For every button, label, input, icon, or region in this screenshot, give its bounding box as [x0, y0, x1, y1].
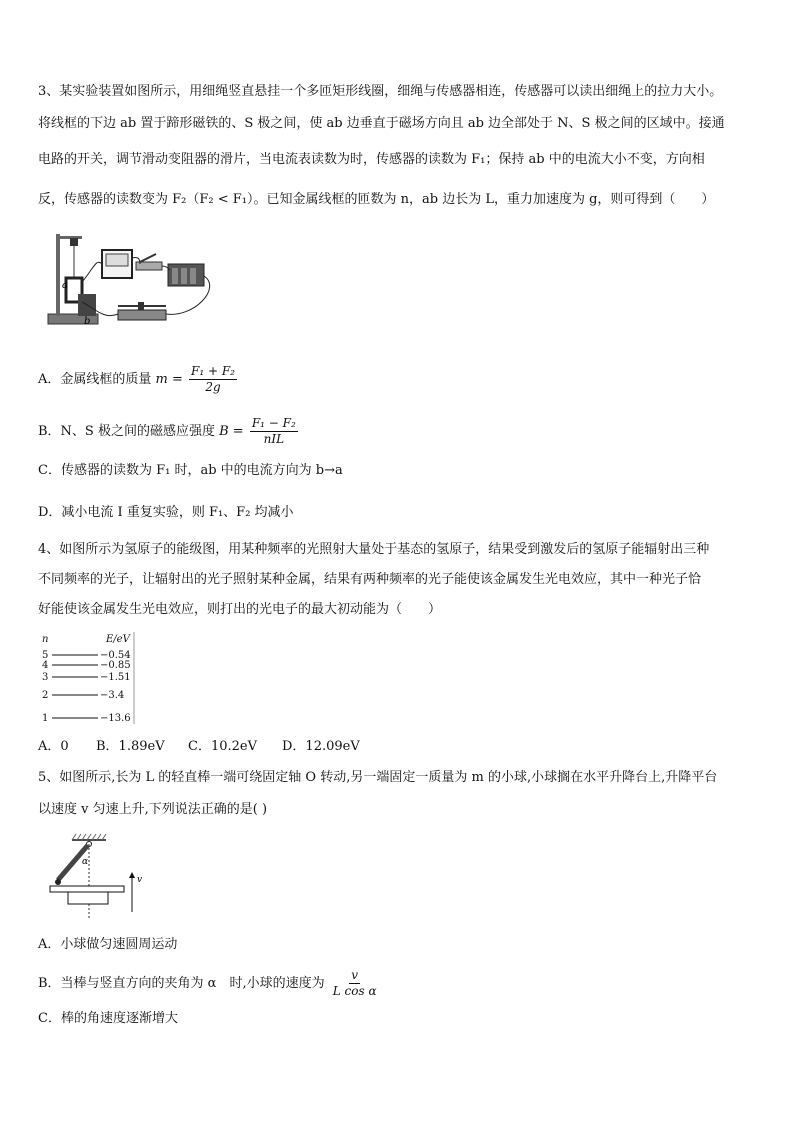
q3-option-b-lhs: B = — [219, 424, 244, 439]
level-1-n: 1 — [42, 713, 49, 724]
stand-arm — [56, 236, 82, 239]
force-sensor — [70, 238, 78, 246]
q5-option-b-num: v — [351, 968, 359, 982]
q3-option-b — [38, 416, 300, 447]
velocity-label: v — [137, 875, 143, 885]
q4-line-2: 不同频率的光子，让辐射出的光子照射某种金属，结果有两种频率的光子能使该金属发生光电效应，其中一种光子恰 — [38, 572, 702, 587]
platform-top — [50, 886, 124, 892]
q3-option-a-num: F₁ + F₂ — [191, 364, 235, 378]
level-2-e: −3.4 — [100, 690, 125, 701]
ball — [55, 879, 61, 885]
q3-option-b-den: nIL — [263, 432, 285, 446]
diagram-header-e: E/eV — [106, 634, 130, 645]
q3-line-1: 3、某实验装置如图所示，用细绳竖直悬挂一个多匝矩形线圈，细绳与传感器相连，传感器可以读出细绳上的拉力大小。 — [38, 84, 723, 99]
q5-option-b-fraction — [331, 968, 379, 999]
level-3-e: −1.51 — [100, 672, 131, 683]
q5-option-a: A．小球做匀速圆周运动 — [38, 937, 178, 952]
q5-line-2: 以速度 v 匀速上升,下列说法正确的是( ) — [38, 802, 268, 817]
q3-line-4: 反，传感器的读数变为 F₂（F₂ < F₁）。已知金属线框的匝数为 n，ab 边长为 L，重力加速度为 g，则可得到（ ） — [38, 192, 715, 207]
q3-option-a-fraction — [189, 364, 237, 395]
q4-option-c: C．10.2eV — [188, 739, 257, 754]
level-4-n: 4 — [42, 660, 49, 671]
level-5-n: 5 — [42, 650, 49, 661]
q5-line-1: 5、如图所示,长为 L 的轻直棒一端可绕固定轴 O 转动,另一端固定一质量为 m 的小球,小球搁在水平升降台上,升降平台 — [38, 770, 718, 785]
q4-energy-level-diagram — [36, 630, 142, 726]
q5-option-c: C．棒的角速度逐渐增大 — [38, 1011, 178, 1026]
angle-label: α — [82, 857, 89, 867]
q3-line-2: 将线框的下边 ab 置于蹄形磁铁的、S 极之间，使 ab 边垂直于磁场方向且 ab 边全部处于 N、S 极之间的区域中。接通 — [38, 116, 725, 131]
platform-support — [68, 892, 108, 904]
level-1-e: −13.6 — [100, 713, 131, 724]
label-b: b — [84, 316, 91, 327]
stand-pole — [56, 234, 60, 316]
q4-option-d: D．12.09eV — [282, 739, 360, 754]
q5-option-b-den: L cos α — [332, 984, 377, 998]
level-4-e: −0.85 — [100, 660, 131, 671]
q3-option-b-text: B．N、S 极之间的磁感应强度 — [38, 424, 215, 439]
q3-option-b-fraction — [250, 416, 298, 447]
q3-option-a-lhs: m = — [155, 372, 183, 387]
q3-option-c: C．传感器的读数为 F₁ 时，ab 中的电流方向为 b→a — [38, 463, 343, 478]
level-2-n: 2 — [42, 690, 49, 701]
rheostat — [118, 310, 166, 320]
q3-option-a — [38, 364, 239, 395]
q4-option-b: B．1.89eV — [96, 739, 165, 754]
q3-option-d: D．减小电流 I 重复实验，则 F₁、F₂ 均减小 — [38, 505, 294, 520]
q4-option-a: A．0 — [38, 739, 69, 754]
q3-apparatus-figure — [44, 228, 224, 340]
q5-option-b — [38, 968, 381, 999]
q3-option-a-den: 2g — [205, 380, 221, 394]
label-a: a — [62, 280, 68, 291]
diagram-header-n: n — [42, 634, 49, 645]
q3-option-a-text: A．金属线框的质量 — [38, 372, 152, 387]
q4-line-3: 好能使该金属发生光电效应，则打出的光电子的最大初动能为（ ） — [38, 602, 442, 617]
level-5-e: −0.54 — [100, 650, 131, 661]
q5-option-b-text: B．当棒与竖直方向的夹角为 α 时,小球的速度为 — [38, 976, 325, 991]
q3-option-b-num: F₁ − F₂ — [251, 416, 296, 430]
level-3-n: 3 — [42, 672, 49, 683]
q4-line-1: 4、如图所示为氢原子的能级图，用某种频率的光照射大量处于基态的氢原子，结果受到激发后的氢原子能辐射出三种 — [38, 542, 710, 557]
q5-rod-platform-figure — [44, 832, 154, 922]
q3-line-3: 电路的开关，调节滑动变阻器的滑片，当电流表读数为时，传感器的读数为 F₁；保持 ab 中的电流大小不变，方向相 — [38, 152, 705, 167]
